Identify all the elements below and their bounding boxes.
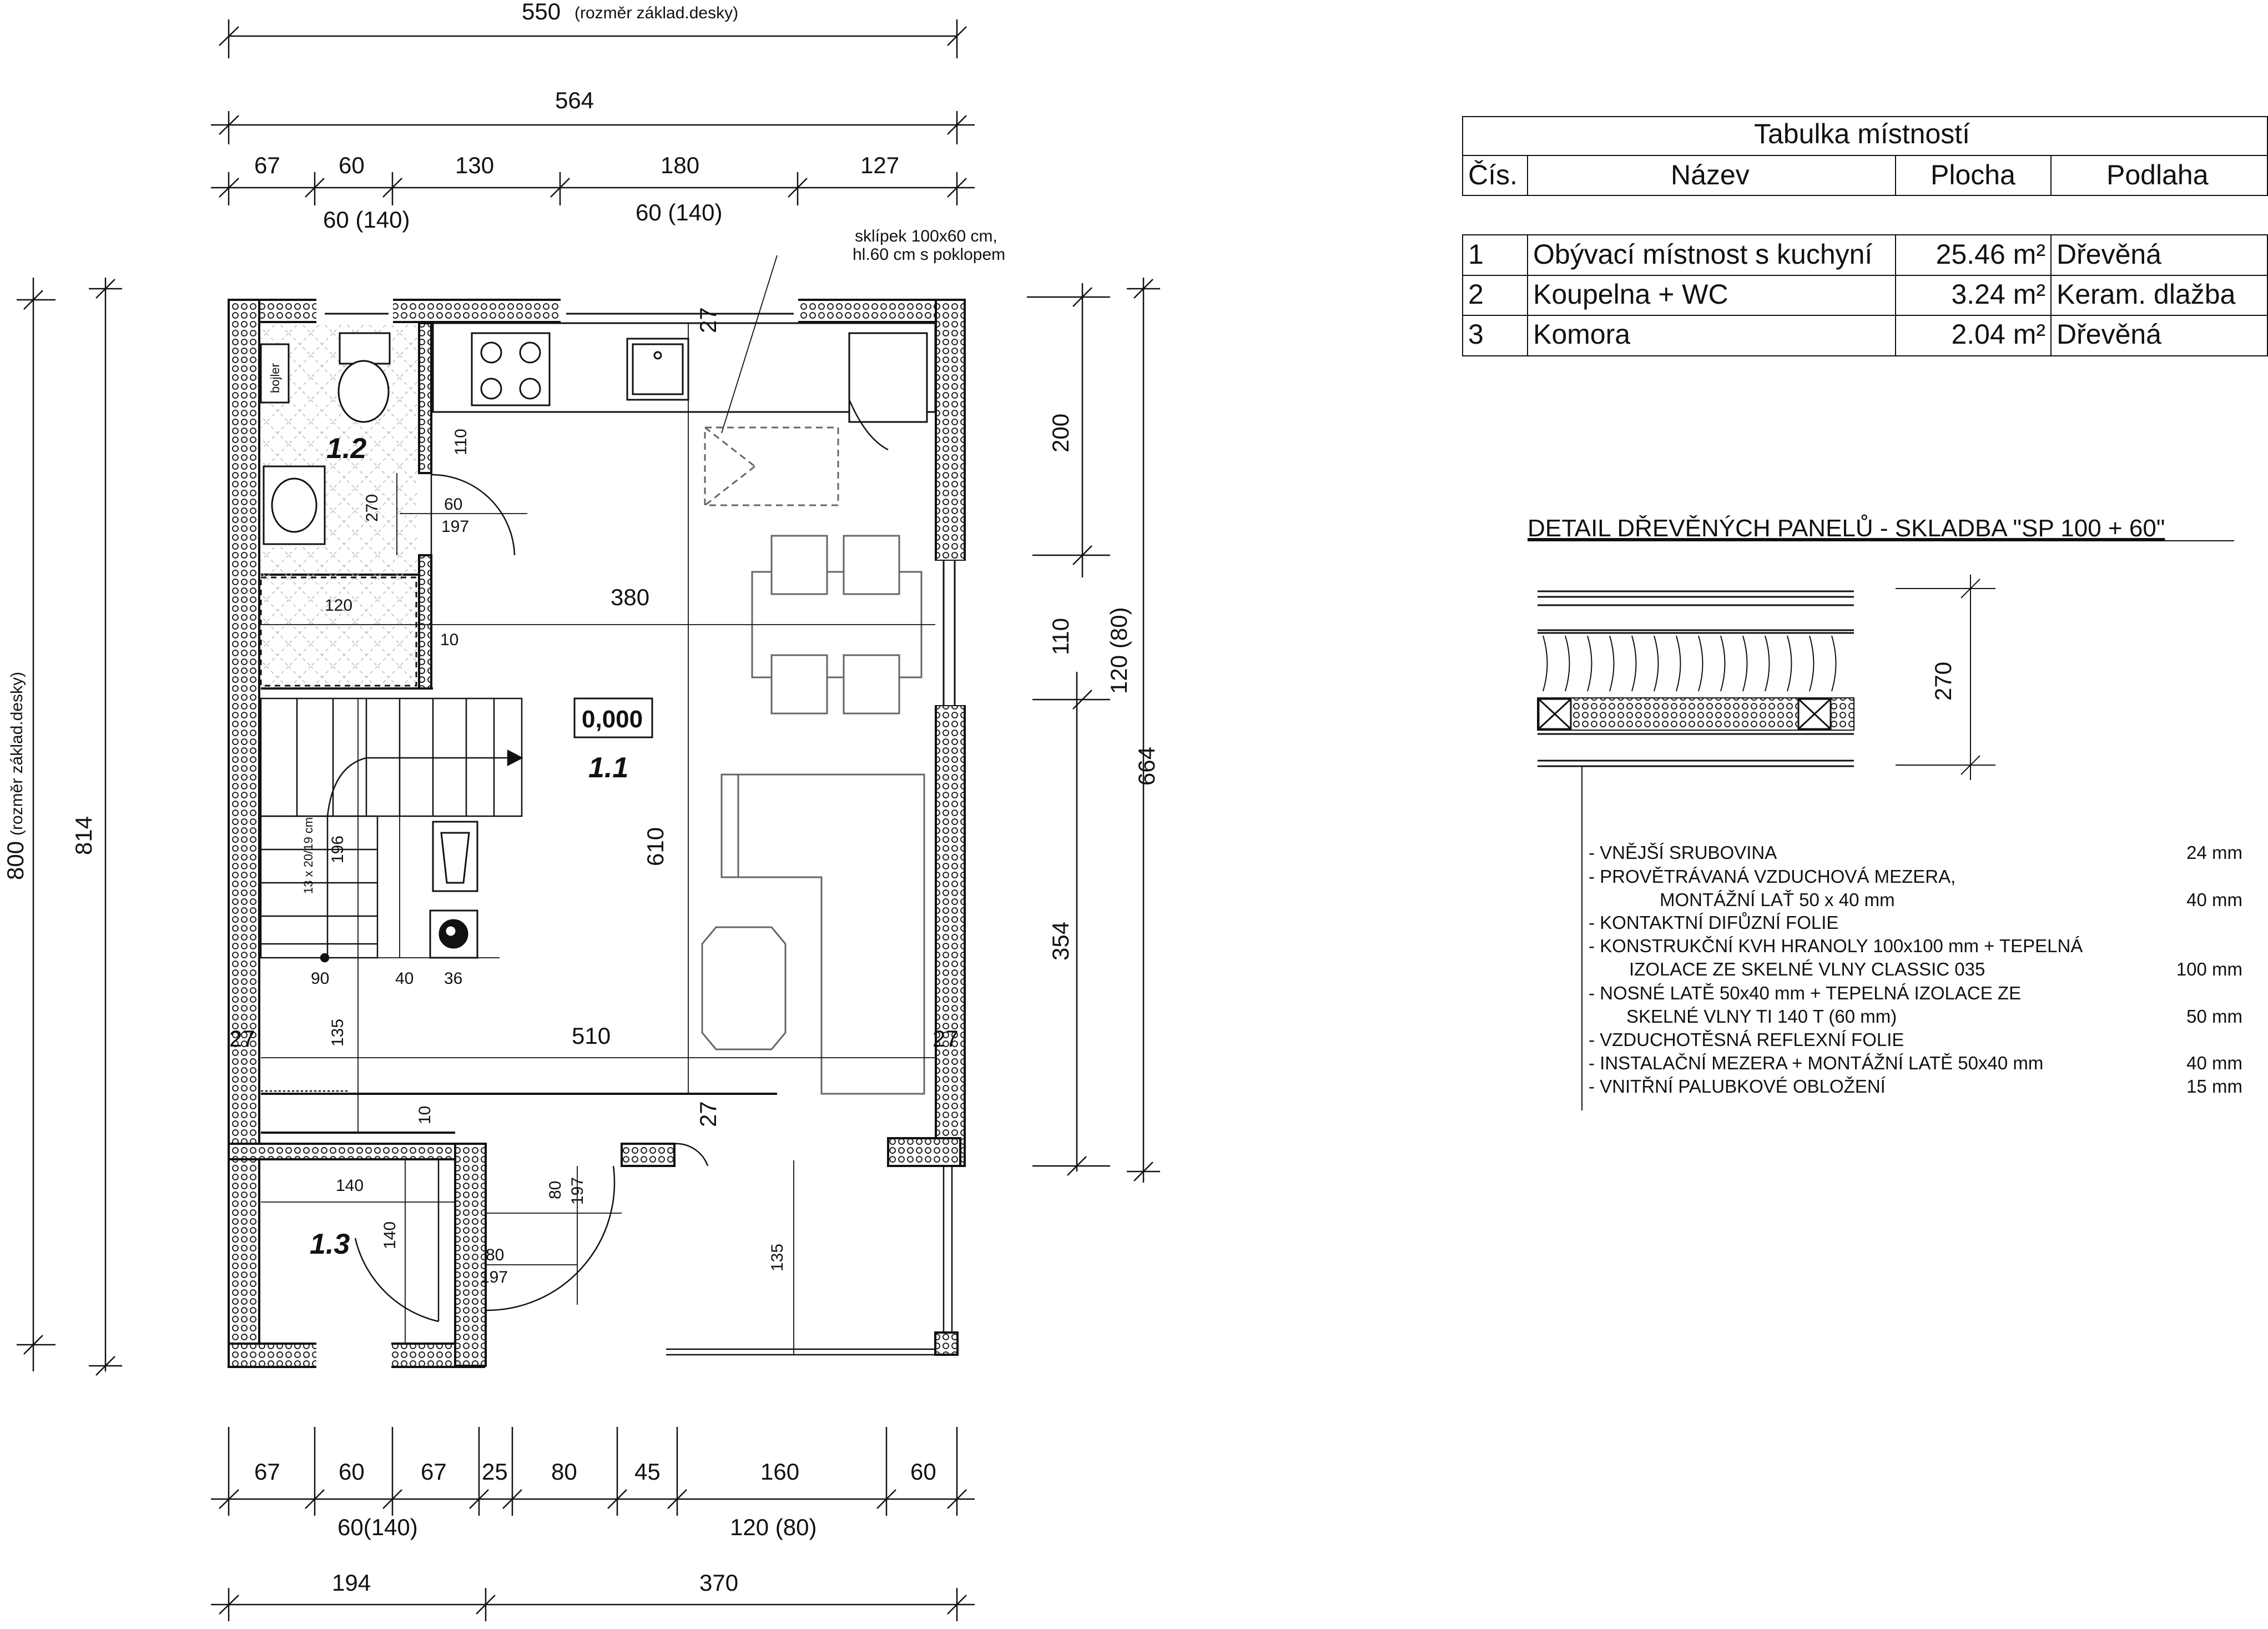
dim-270: 270 bbox=[363, 494, 381, 522]
cellar-note-1: sklípek 100x60 cm, bbox=[855, 227, 997, 245]
layer-6-text: - VZDUCHOTĚSNÁ REFLEXNÍ FOLIE bbox=[1589, 1029, 1904, 1050]
dim-197-c: 197 bbox=[480, 1268, 508, 1286]
left-total: 814 bbox=[70, 816, 97, 855]
top-opening-1: 60 (140) bbox=[323, 207, 410, 233]
dim-140-b: 140 bbox=[381, 1221, 399, 1249]
row3-name: Komora bbox=[1533, 319, 1631, 350]
dim-610: 610 bbox=[642, 827, 668, 866]
left-overall-note: (rozměr základ.desky) bbox=[8, 671, 26, 836]
wall-mark-top: 27 bbox=[695, 307, 721, 333]
stair-label: 13 x 20/19 cm bbox=[301, 817, 315, 894]
layer-5b-text: SKELNÉ VLNY TI 140 T (60 mm) bbox=[1626, 1006, 1897, 1027]
dim-140-a: 140 bbox=[336, 1176, 364, 1195]
bottom-seg-6: 45 bbox=[634, 1459, 661, 1485]
toilet-tank bbox=[340, 333, 390, 364]
top-overall-value: 550 bbox=[522, 0, 561, 24]
layer-3-text: - KONTAKTNÍ DIFŮZNÍ FOLIE bbox=[1589, 912, 1839, 933]
header-number: Čís. bbox=[1468, 159, 1518, 190]
layer-7-value: 40 mm bbox=[2186, 1053, 2242, 1073]
right-seg-3: 354 bbox=[1047, 921, 1073, 961]
layer-1-value: 24 mm bbox=[2186, 842, 2242, 863]
bottom-seg-7: 160 bbox=[760, 1459, 800, 1485]
dim-60: 60 bbox=[444, 495, 463, 514]
bottom-seg-3: 67 bbox=[421, 1459, 447, 1485]
header-area: Plocha bbox=[1931, 159, 2015, 190]
layer-8-value: 15 mm bbox=[2186, 1076, 2242, 1097]
dim-90: 90 bbox=[311, 969, 330, 988]
row3-number: 3 bbox=[1468, 319, 1484, 350]
layer-4b-text: IZOLACE ZE SKELNÉ VLNY CLASSIC 035 bbox=[1629, 959, 1985, 979]
bottom-total-1: 194 bbox=[332, 1570, 371, 1596]
top-seg-2: 60 bbox=[339, 152, 365, 178]
layer-2b-text: MONTÁŽNÍ LAŤ 50 x 40 mm bbox=[1660, 889, 1895, 910]
bottom-seg-1: 67 bbox=[254, 1459, 280, 1485]
panel-detail-title: DETAIL DŘEVĚNÝCH PANELŮ - SKLADBA "SP 100 + 60" bbox=[1528, 515, 2165, 542]
bottom-seg-4: 25 bbox=[482, 1459, 508, 1485]
right-opening: 120 (80) bbox=[1106, 607, 1132, 694]
room-table-title: Tabulka místností bbox=[1754, 118, 1970, 149]
row2-number: 2 bbox=[1468, 279, 1484, 310]
dim-380: 380 bbox=[611, 584, 650, 610]
left-overall-value: 800 bbox=[2, 841, 28, 880]
row2-floor: Keram. dlažba bbox=[2057, 279, 2236, 310]
layer-8-text: - VNITŘNÍ PALUBKOVÉ OBLOŽENÍ bbox=[1589, 1076, 1886, 1097]
level-mark: 0,000 bbox=[582, 706, 643, 733]
cellar-hatch bbox=[705, 428, 838, 505]
layer-4-text: - KONSTRUKČNÍ KVH HRANOLY 100x100 mm + TEPELNÁ bbox=[1589, 936, 2083, 956]
top-seg-1: 67 bbox=[254, 152, 280, 178]
dim-135-b: 135 bbox=[768, 1243, 787, 1271]
row1-number: 1 bbox=[1468, 239, 1484, 270]
layer-2-text: - PROVĚTRÁVANÁ VZDUCHOVÁ MEZERA, bbox=[1589, 866, 1956, 887]
staircase bbox=[261, 698, 522, 962]
dim-10-b: 10 bbox=[416, 1105, 434, 1124]
row2-name: Koupelna + WC bbox=[1533, 279, 1728, 310]
room-table bbox=[1463, 117, 2267, 356]
dim-40: 40 bbox=[395, 969, 414, 988]
layer-1-text: - VNĚJŠÍ SRUBOVINA bbox=[1589, 842, 1777, 863]
dim-196: 196 bbox=[329, 835, 347, 863]
bottom-total-2: 370 bbox=[699, 1570, 739, 1596]
header-name: Název bbox=[1671, 159, 1750, 190]
dim-80-a: 80 bbox=[546, 1180, 565, 1199]
top-total: 564 bbox=[555, 87, 594, 113]
row3-area: 2.04 m² bbox=[1951, 319, 2045, 350]
dim-120: 120 bbox=[325, 596, 353, 615]
wall-mark-right: 27 bbox=[933, 1025, 959, 1052]
bottom-opening-1: 60(140) bbox=[337, 1514, 418, 1540]
coffee-table bbox=[702, 927, 785, 1049]
dim-510: 510 bbox=[572, 1023, 611, 1049]
bottom-seg-8: 60 bbox=[910, 1459, 936, 1485]
dim-135-a: 135 bbox=[329, 1018, 347, 1047]
dimension-labels bbox=[2, 0, 1160, 1596]
fridge bbox=[849, 333, 927, 422]
bottom-seg-5: 80 bbox=[551, 1459, 577, 1485]
row1-name: Obývací místnost s kuchyní bbox=[1533, 239, 1873, 270]
layer-2b-value: 40 mm bbox=[2186, 889, 2242, 910]
top-opening-2: 60 (140) bbox=[636, 199, 723, 225]
top-seg-4: 180 bbox=[661, 152, 700, 178]
room-1-2-number: 1.2 bbox=[326, 433, 367, 465]
panel-thickness: 270 bbox=[1930, 661, 1956, 701]
row2-area: 3.24 m² bbox=[1951, 279, 2045, 310]
room-1-3-number: 1.3 bbox=[310, 1228, 350, 1260]
dim-10-a: 10 bbox=[440, 631, 459, 649]
dim-197-b: 197 bbox=[568, 1176, 587, 1205]
row3-floor: Dřevěná bbox=[2057, 319, 2161, 350]
wall-mark-left: 27 bbox=[229, 1025, 255, 1052]
dim-80-b: 80 bbox=[486, 1246, 505, 1264]
room-1-1-number: 1.1 bbox=[588, 752, 629, 784]
bottom-opening-2: 120 (80) bbox=[730, 1514, 817, 1540]
boiler-label: bojler bbox=[268, 363, 282, 393]
panel-detail bbox=[1528, 514, 2242, 1110]
top-seg-3: 130 bbox=[455, 152, 495, 178]
top-overall-note: (rozměr základ.desky) bbox=[574, 4, 739, 22]
row1-area: 25.46 m² bbox=[1936, 239, 2045, 270]
right-seg-1: 200 bbox=[1047, 413, 1073, 452]
dim-110: 110 bbox=[452, 429, 470, 455]
layer-5b-value: 50 mm bbox=[2186, 1006, 2242, 1027]
top-seg-5: 127 bbox=[860, 152, 900, 178]
dim-197-a: 197 bbox=[441, 517, 470, 536]
dim-36: 36 bbox=[444, 969, 463, 988]
layer-4b-value: 100 mm bbox=[2176, 959, 2242, 979]
sofa bbox=[722, 775, 924, 1094]
header-floor: Podlaha bbox=[2106, 159, 2209, 190]
right-total: 664 bbox=[1133, 746, 1160, 786]
bottom-seg-2: 60 bbox=[339, 1459, 365, 1485]
right-seg-2: 110 bbox=[1047, 618, 1073, 655]
cellar-note-2: hl.60 cm s poklopem bbox=[853, 245, 1006, 264]
row1-floor: Dřevěná bbox=[2057, 239, 2161, 270]
toilet-bowl bbox=[339, 361, 389, 422]
panel-layer-list bbox=[1589, 842, 2242, 1097]
wall-mark-bottom: 27 bbox=[695, 1101, 721, 1127]
layer-5-text: - NOSNÉ LATĚ 50x40 mm + TEPELNÁ IZOLACE ZE bbox=[1589, 983, 2022, 1003]
layer-7-text: - INSTALAČNÍ MEZERA + MONTÁŽNÍ LATĚ 50x40 mm bbox=[1589, 1053, 2044, 1073]
